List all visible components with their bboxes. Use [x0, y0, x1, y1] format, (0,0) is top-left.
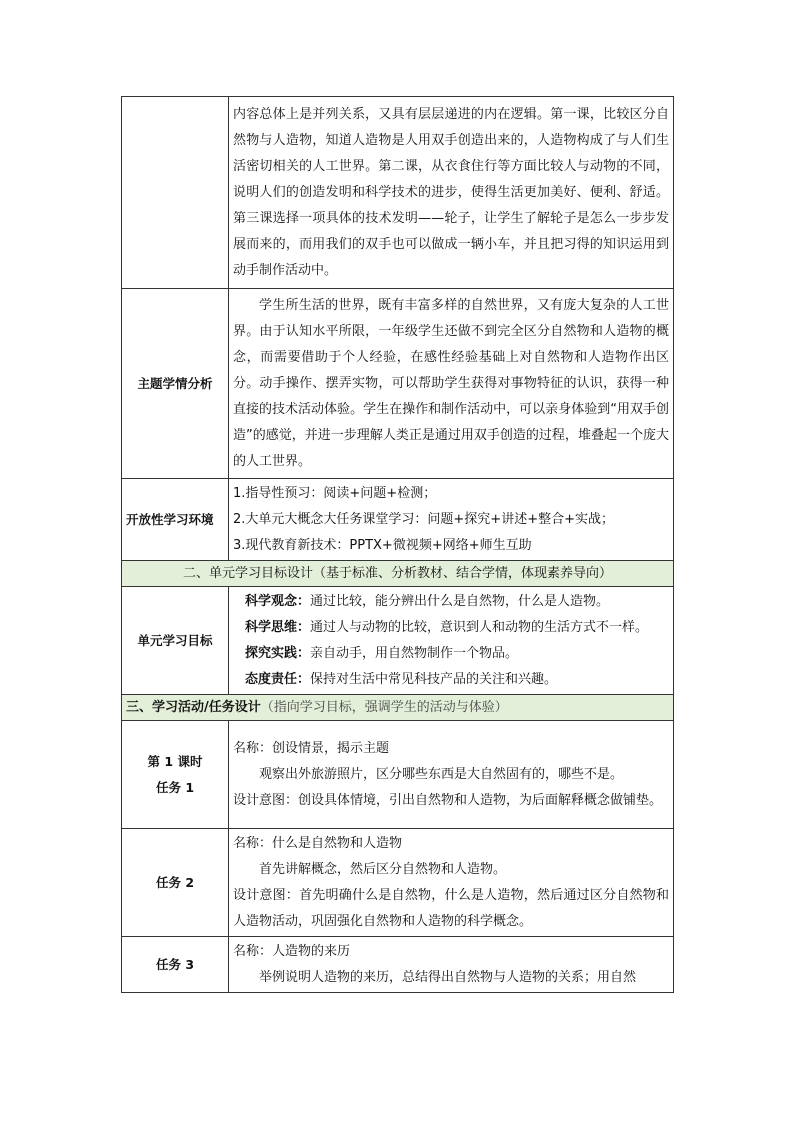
goal-text: 通过人与动物的比较，意识到人和动物的生活方式不一样。: [310, 619, 649, 635]
section3-header-row: [122, 695, 674, 721]
analysis-label: 主题学情分析: [122, 289, 229, 479]
task1-content: [229, 721, 674, 829]
intro-label-cell: [122, 97, 229, 289]
task3-row: [122, 937, 674, 993]
task1-body: 观察出外旅游照片，区分哪些东西是大自然固有的，哪些不是。: [259, 766, 624, 782]
goal-key: 科学思维：: [245, 619, 311, 635]
task1-row: [122, 721, 674, 829]
lesson-plan-page: [121, 96, 674, 993]
environment-label: 开放性学习环境: [122, 479, 229, 561]
analysis-content: [229, 289, 674, 479]
environment-row: [122, 479, 674, 561]
task1-intent: 设计意图：创设具体情境，引出自然物和人造物，为后面解释概念做铺垫。: [233, 792, 663, 808]
analysis-row: [122, 289, 674, 479]
lesson-plan-table: [121, 96, 674, 993]
goals-row: [122, 587, 674, 695]
task2-intent: 设计意图：首先明确什么是自然物，什么是人造物，然后通过区分自然物和人造物活动，巩固强化自然物和人造物的科学概念。: [233, 887, 669, 929]
environment-content: [229, 479, 674, 561]
task3-label: 任务 3: [122, 937, 229, 993]
task3-content: [229, 937, 674, 993]
section3-title-cell: [122, 695, 674, 721]
task1-number: 任务 1: [155, 779, 195, 795]
lesson-number: 第 1 课时: [147, 753, 203, 769]
task2-label: 任务 2: [122, 829, 229, 937]
task3-body: 举例说明人造物的来历，总结得出自然物与人造物的关系；用自然: [259, 969, 637, 985]
goal-item: [245, 641, 669, 667]
task2-body: 首先讲解概念，然后区分自然物和人造物。: [259, 861, 507, 877]
goal-key: 探究实践：: [245, 645, 311, 661]
section2-header-row: [122, 561, 674, 587]
goal-text: 通过比较，能分辨出什么是自然物，什么是人造物。: [310, 593, 610, 609]
goals-label: 单元学习目标: [122, 587, 229, 695]
environment-item: 2.大单元大概念大任务课堂学习：问题+探究+讲述+整合+实战；: [233, 511, 614, 527]
environment-item: 1.指导性预习：阅读+问题+检测；: [233, 485, 437, 501]
goals-content: [229, 587, 674, 695]
task3-name: 名称：人造物的来历: [233, 943, 351, 959]
section2-title: 二、单元学习目标设计（基于标准、分析教材、结合学情，体现素养导向）: [122, 561, 674, 587]
intro-text: 内容总体上是并列关系，又具有层层递进的内在逻辑。第一课，比较区分自然物与人造物，知道人造物是人用双手创造出来的，人造物构成了与人们生活密切相关的人工世界。第二课，从衣食住行等方面比较人与动物的不同，说明人们的创造发明和科学技术的进步，使得生活更加美好、便利、舒适。第三课选择一项具体的技术发明——轮子，让学生了解轮子是怎么一步步发展而来的，而用我们的双手也可以做成一辆小车，并且把习得的知识运用到动手制作活动中。: [233, 106, 669, 278]
intro-content: [229, 97, 674, 289]
analysis-text: 学生所生活的世界，既有丰富多样的自然世界，又有庞大复杂的人工世界。由于认知水平所限，一年级学生还做不到完全区分自然物和人造物的概念，而需要借助于个人经验，在感性经验基础上对自然物和人造物作出区分。动手操作、摆弄实物，可以帮助学生获得对事物特征的认识，获得一种直接的技术活动体验。学生在操作和制作活动中，可以亲身体验到“用双手创造”的感觉，并进一步理解人类正是通过用双手创造的过程，堆叠起一个庞大的人工世界。: [233, 297, 669, 469]
task1-label: [122, 721, 229, 829]
task1-name: 名称：创设情景，揭示主题: [233, 740, 390, 756]
task2-content: [229, 829, 674, 937]
environment-item: 3.现代教育新技术：PPTX+微视频+网络+师生互助: [233, 537, 532, 553]
goal-text: 亲自动手，用自然物制作一个物品。: [310, 645, 519, 661]
intro-row: [122, 97, 674, 289]
goal-text: 保持对生活中常见科技产品的关注和兴趣。: [310, 671, 558, 687]
goal-item: [245, 589, 669, 615]
goal-key: 态度责任：: [245, 671, 311, 687]
task2-name: 名称：什么是自然物和人造物: [233, 835, 403, 851]
section3-title: 三、学习活动/任务设计: [126, 699, 261, 715]
goal-item: [245, 667, 669, 693]
section3-note: （指向学习目标，强调学生的活动与体验）: [260, 699, 508, 715]
goal-key: 科学观念：: [245, 593, 311, 609]
goal-item: [245, 615, 669, 641]
task2-row: [122, 829, 674, 937]
